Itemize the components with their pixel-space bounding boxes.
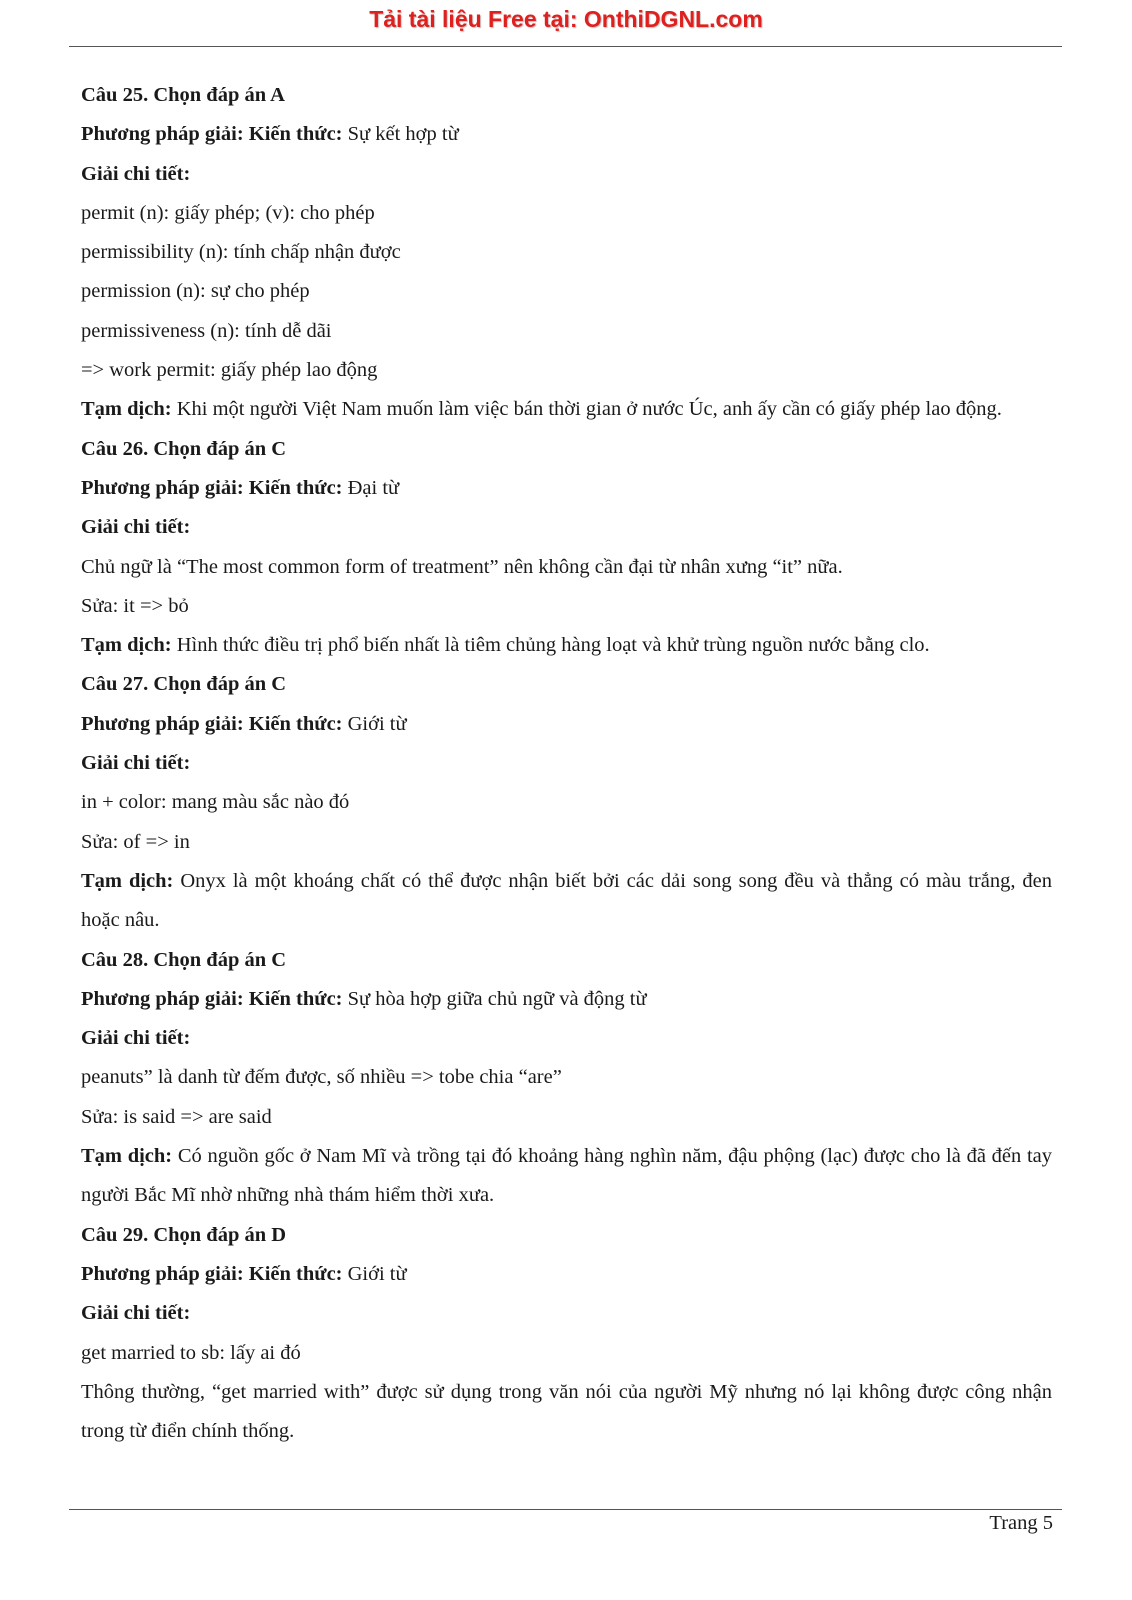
line-text: permissibility (n): tính chấp nhận được [81,241,401,264]
line-text: Sửa: of => in [81,830,190,853]
text-line [81,626,1052,665]
text-line [81,312,1052,351]
text-line [81,1137,1052,1216]
text-line [81,1334,1052,1373]
text-line [81,744,1052,783]
text-line [81,1216,1052,1255]
line-text: Thông thường, “get married with” được sử dụng trong văn nói của người Mỹ nhưng nó lại không được công nhận trong từ điển chính thống. [81,1380,1052,1443]
bold-label: Câu 26. Chọn đáp án C [81,437,287,460]
text-line [81,587,1052,626]
text-line [81,941,1052,980]
line-text: Onyx là một khoáng chất có thể được nhận biết bởi các dải song song đều và thẳng có màu trắng, đen hoặc nâu. [81,869,1052,932]
line-text: Sửa: is said => are said [81,1105,272,1128]
bold-label: Phương pháp giải: Kiến thức: [81,712,343,735]
text-line [81,1373,1052,1452]
line-text: Chủ ngữ là “The most common form of treatment” nên không cần đại từ nhân xưng “it” nữa. [81,555,843,578]
text-line [81,351,1052,390]
line-text: Giới từ [342,712,407,735]
text-line [81,548,1052,587]
text-line [81,705,1052,744]
bold-label: Phương pháp giải: Kiến thức: [81,123,343,146]
line-text: Khi một người Việt Nam muốn làm việc bán thời gian ở nước Úc, anh ấy cần có giấy phép lao động. [171,398,1002,421]
bold-label: Tạm dịch: [81,869,174,892]
text-line [81,1098,1052,1137]
bold-label: Phương pháp giải: Kiến thức: [81,476,343,499]
text-line [81,272,1052,311]
text-line [81,1294,1052,1333]
text-line [81,1019,1052,1058]
text-line [81,233,1052,272]
text-line [81,76,1052,115]
bold-label: Phương pháp giải: Kiến thức: [81,987,343,1010]
bold-label: Câu 25. Chọn đáp án A [81,84,285,106]
text-line [81,862,1052,941]
text-line [81,469,1052,508]
bold-label: Câu 28. Chọn đáp án C [81,948,287,971]
text-line [81,508,1052,547]
line-text: permissiveness (n): tính dễ dãi [81,319,332,342]
text-line [81,823,1052,862]
header-divider [69,46,1062,47]
text-line [81,1255,1052,1294]
bold-label: Giải chi tiết: [81,1027,191,1050]
line-text: Có nguồn gốc ở Nam Mĩ và trồng tại đó khoảng hàng nghìn năm, đậu phộng (lạc) được cho là đã đến tay người Bắc Mĩ nhờ những nhà thám hiểm thời xưa. [81,1145,1052,1207]
line-text: peanuts” là danh từ đếm được, số nhiều => tobe chia “are” [81,1066,562,1089]
text-line [81,665,1052,704]
text-line [81,194,1052,233]
bold-label: Giải chi tiết: [81,162,191,185]
line-text: => work permit: giấy phép lao động [81,359,378,382]
text-line [81,1058,1052,1097]
bold-label: Tạm dịch: [81,634,172,657]
line-text: Giới từ [342,1262,407,1285]
text-line [81,390,1052,429]
header-title[interactable]: Tải tài liệu Free tại: OnthiDGNL.com [369,6,763,32]
line-text: get married to sb: lấy ai đó [81,1341,301,1364]
text-line [81,783,1052,822]
document-body [81,76,1052,1451]
bold-label: Phương pháp giải: Kiến thức: [81,1262,343,1285]
line-text: Hình thức điều trị phổ biến nhất là tiêm chủng hàng loạt và khử trùng nguồn nước bằng clo. [171,634,930,657]
bold-label: Giải chi tiết: [81,752,191,775]
line-text: permission (n): sự cho phép [81,280,310,303]
line-text: Sự hòa hợp giữa chủ ngữ và động từ [342,987,647,1010]
line-text: Đại từ [342,476,400,499]
line-text: Sửa: it => bỏ [81,594,189,617]
bold-label: Câu 27. Chọn đáp án C [81,673,287,696]
text-line [81,430,1052,469]
page-number: Trang 5 [989,1512,1053,1534]
text-line [81,980,1052,1019]
bold-label: Tạm dịch: [81,398,172,421]
bold-label: Câu 29. Chọn đáp án D [81,1223,287,1246]
footer-divider [69,1509,1062,1510]
text-line [81,155,1052,194]
line-text: permit (n): giấy phép; (v): cho phép [81,201,375,224]
bold-label: Giải chi tiết: [81,1302,191,1325]
line-text: in + color: mang màu sắc nào đó [81,791,350,814]
text-line [81,115,1052,154]
line-text: Sự kết hợp từ [342,123,459,146]
bold-label: Giải chi tiết: [81,516,191,539]
bold-label: Tạm dịch: [81,1145,173,1168]
